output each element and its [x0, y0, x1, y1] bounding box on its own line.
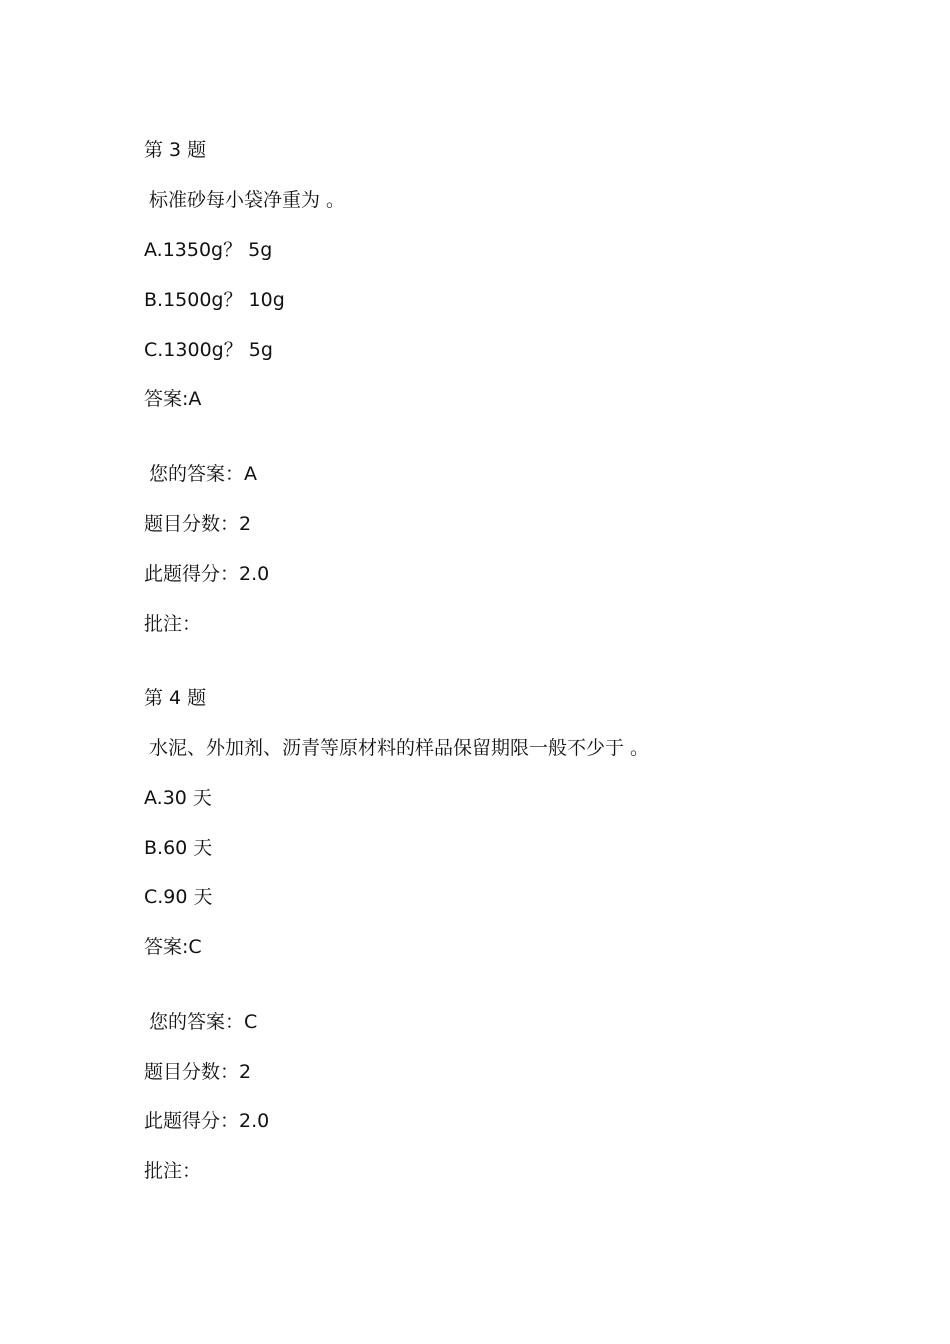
option-c: C.1300g？ 5g [144, 339, 273, 361]
question-text: 标准砂每小袋净重为 。 [149, 189, 346, 211]
correct-answer: 答案:A [144, 388, 202, 410]
comment-label: 批注： [144, 613, 202, 635]
option-a: A.30 天 [144, 787, 212, 809]
score-obtained: 此题得分：2.0 [144, 1110, 270, 1132]
question-text: 水泥、外加剂、沥青等原材料的样品保留期限一般不少于 。 [149, 737, 650, 759]
question-score: 题目分数：2 [144, 1061, 252, 1083]
option-b: B.1500g？ 10g [144, 289, 285, 311]
correct-answer: 答案:C [144, 936, 202, 958]
score-obtained: 此题得分：2.0 [144, 563, 270, 585]
question-score: 题目分数：2 [144, 513, 252, 535]
your-answer: 您的答案：C [149, 1011, 258, 1033]
option-b: B.60 天 [144, 837, 213, 859]
question-number: 第 3 题 [144, 139, 207, 161]
option-a: A.1350g？ 5g [144, 239, 273, 261]
your-answer: 您的答案：A [149, 463, 257, 485]
question-number: 第 4 题 [144, 687, 207, 709]
comment-label: 批注： [144, 1160, 202, 1182]
option-c: C.90 天 [144, 886, 213, 908]
